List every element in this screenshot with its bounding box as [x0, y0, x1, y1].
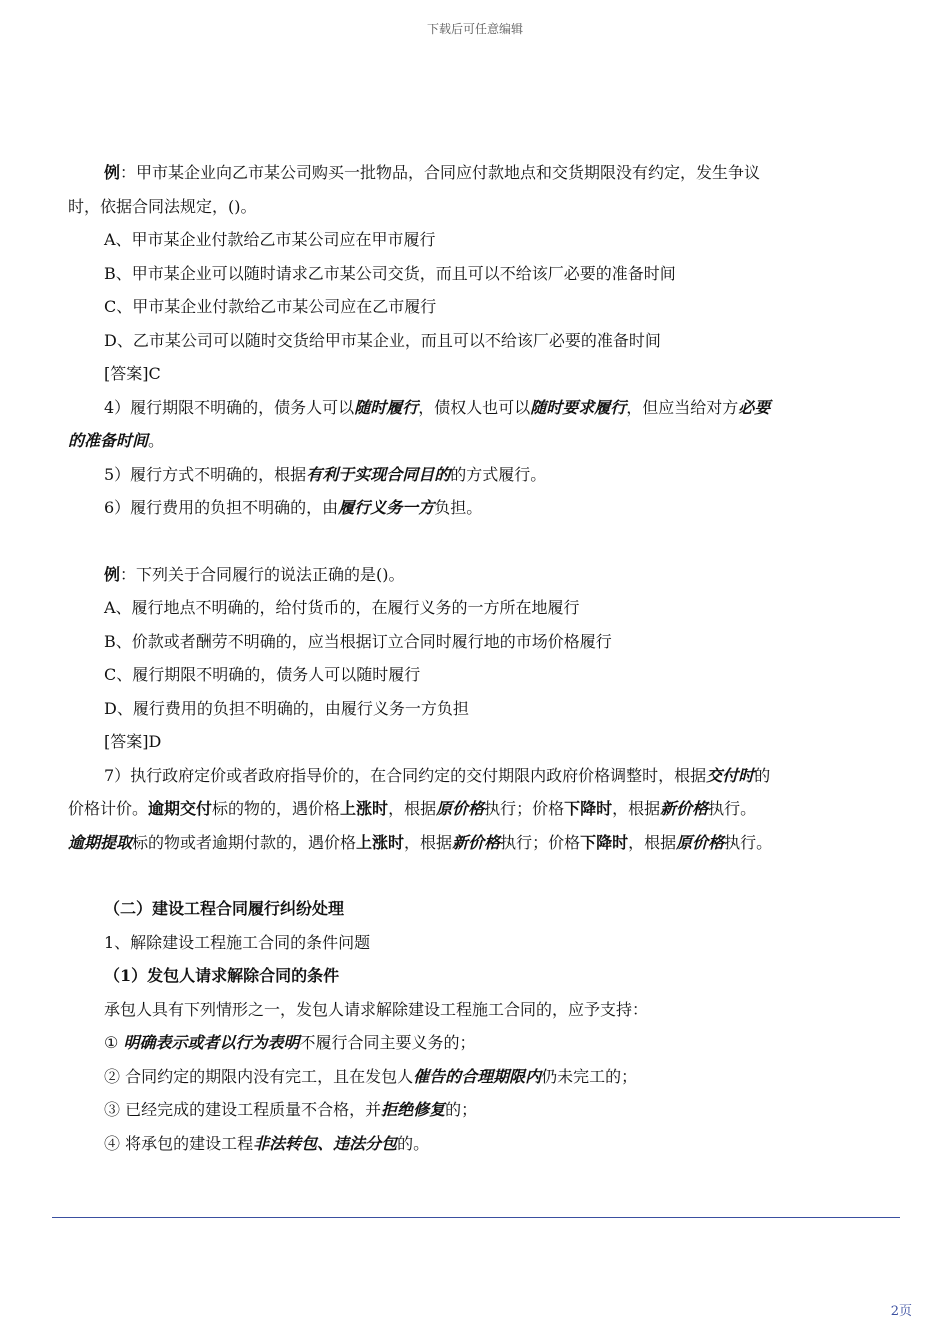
rule-7-line-2: 价格计价。逾期交付标的物的，遇价格上涨时，根据原价格执行；价格下降时，根据新价格执行。 — [68, 799, 757, 818]
condition-item-3: ③ 已经完成的建设工程质量不合格，并拒绝修复的； — [104, 1100, 478, 1119]
example-2-option-d: D、履行费用的负担不明确的，由履行义务一方负担 — [104, 698, 469, 718]
rule-4: 4）履行期限不明确的，债务人可以随时履行，债权人也可以随时要求履行，但应当给对方必要 — [104, 397, 771, 417]
example-2-option-a: A、履行地点不明确的，给付货币的，在履行义务的一方所在地履行 — [104, 598, 580, 617]
example-2-option-b: B、价款或者酬劳不明确的，应当根据订立合同时履行地的市场价格履行 — [104, 631, 612, 651]
spacer — [68, 525, 858, 558]
section-heading: （二）建设工程合同履行纠纷处理 — [104, 899, 345, 918]
condition-item-2: ② 合同约定的期限内没有完工，且在发包人催告的合理期限内仍未完工的； — [104, 1066, 638, 1086]
example-1-option-c: C、甲市某企业付款给乙市某公司应在乙市履行 — [104, 297, 437, 316]
example-2-answer: [答案]D — [104, 732, 162, 751]
example-label: 例 — [104, 564, 121, 584]
example-1-option-b: B、甲市某企业可以随时请求乙市某公司交货，而且可以不给该厂必要的准备时间 — [104, 263, 676, 283]
spacer — [68, 859, 858, 892]
condition-item-4: ④ 将承包的建设工程非法转包、违法分包的。 — [104, 1133, 430, 1153]
footer-divider — [52, 1217, 900, 1218]
subsection-subtitle: （1）发包人请求解除合同的条件 — [104, 966, 340, 985]
rule-4-cont: 的准备时间。 — [68, 431, 165, 450]
rule-5: 5）履行方式不明确的，根据有利于实现合同目的的方式履行。 — [104, 464, 547, 484]
subsection-title: 1、解除建设工程施工合同的条件问题 — [104, 932, 371, 952]
document-body — [68, 156, 858, 1160]
example-2-option-c: C、履行期限不明确的，债务人可以随时履行 — [104, 665, 421, 684]
example-1-option-d: D、乙市某公司可以随时交货给甲市某企业，而且可以不给该厂必要的准备时间 — [104, 330, 661, 350]
example-1-question: 例：甲市某企业向乙市某公司购买一批物品，合同应付款地点和交货期限没有约定，发生争议 — [104, 163, 761, 182]
example-2-question: 例：下列关于合同履行的说法正确的是()。 — [104, 564, 405, 584]
rule-7-line-3: 逾期提取标的物或者逾期付款的，遇价格上涨时，根据新价格执行；价格下降时，根据原价格执行。 — [68, 832, 773, 852]
section-intro: 承包人具有下列情形之一，发包人请求解除建设工程施工合同的，应予支持： — [104, 999, 649, 1019]
example-label: 例 — [104, 163, 121, 182]
page-number: 2页 — [890, 1304, 912, 1319]
example-1-answer: [答案]C — [104, 364, 161, 383]
rule-7-line-1: 7）执行政府定价或者政府指导价的，在合同约定的交付期限内政府价格调整时，根据交付时的 — [104, 765, 771, 785]
example-1-question-cont: 时，依据合同法规定，()。 — [68, 196, 257, 216]
rule-6: 6）履行费用的负担不明确的，由履行义务一方负担。 — [104, 498, 483, 517]
example-1-option-a: A、甲市某企业付款给乙市某公司应在甲市履行 — [104, 230, 436, 249]
condition-item-1: ① 明确表示或者以行为表明不履行合同主要义务的； — [104, 1033, 476, 1052]
header-note: 下载后可任意编辑 — [426, 22, 523, 36]
